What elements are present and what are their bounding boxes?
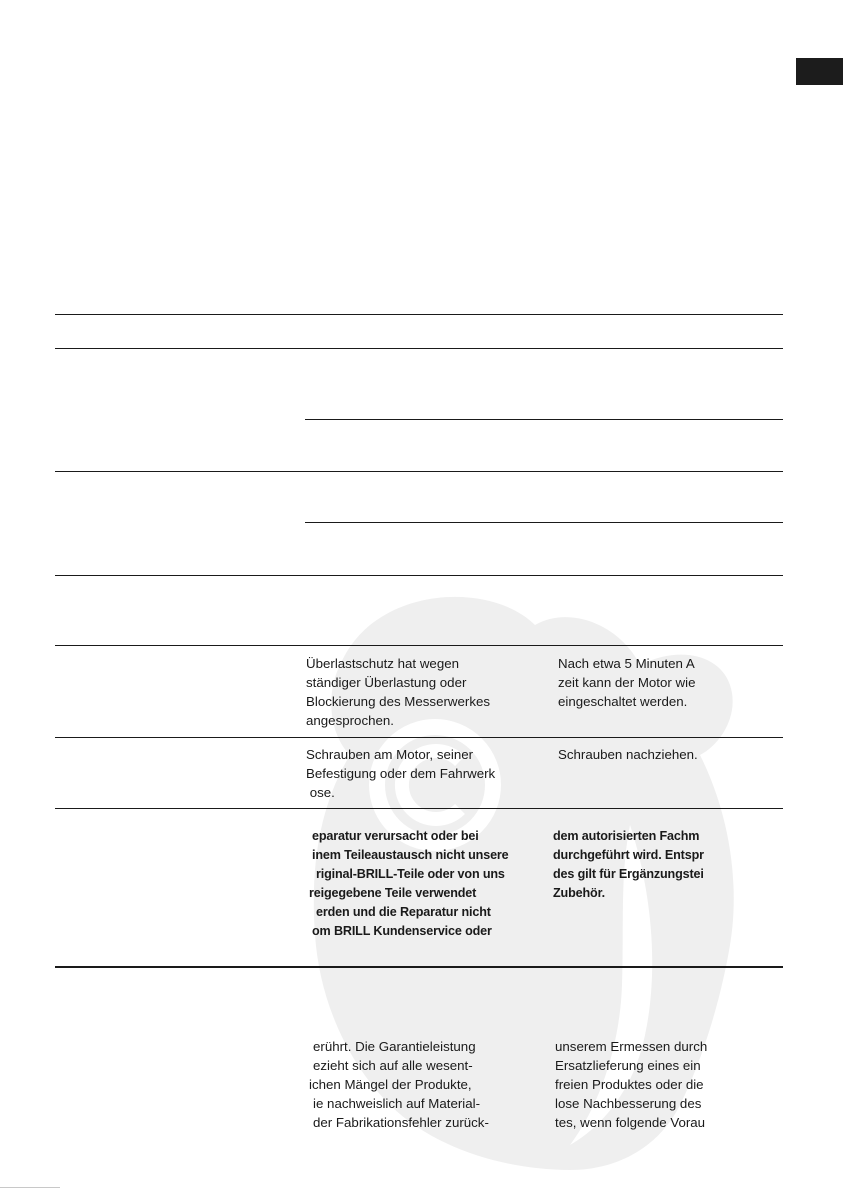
warranty-bold-line: eparatur verursacht oder bei <box>312 829 479 843</box>
cause-line: Befestigung oder dem Fahrwerk <box>306 766 496 781</box>
warranty-line: der Fabrikationsfehler zurück- <box>313 1115 489 1130</box>
warranty-line: tes, wenn folgende Vorau <box>555 1115 706 1130</box>
warranty-line: lose Nachbesserung des <box>555 1096 702 1111</box>
table-rule <box>55 575 783 576</box>
table-rule <box>55 808 783 809</box>
page-edge-mark <box>0 1187 60 1188</box>
table-rule <box>305 522 783 523</box>
warranty-bold-line: erden und die Reparatur nicht <box>316 905 491 919</box>
warranty-bold-line: Zubehör. <box>553 886 605 900</box>
warranty-bold-line: reigegebene Teile verwendet <box>309 886 477 900</box>
warranty-line: Ersatzlieferung eines ein <box>555 1058 701 1073</box>
table-rule <box>305 419 783 420</box>
remedy-line: Nach etwa 5 Minuten A <box>558 656 695 671</box>
warranty-line: freien Produktes oder die <box>555 1077 704 1092</box>
cause-line: angesprochen. <box>306 713 394 728</box>
table-rule <box>55 314 783 315</box>
warranty-bold-line: inem Teileaustausch nicht unsere <box>312 848 509 862</box>
language-tab-marker <box>796 58 843 85</box>
warranty-bold-line: durchgeführt wird. Entspr <box>553 848 704 862</box>
remedy-line: eingeschaltet werden. <box>558 694 688 709</box>
warranty-line: ie nachweislich auf Material- <box>313 1096 481 1111</box>
warranty-line: unserem Ermessen durch <box>555 1039 708 1054</box>
warranty-bold-line: riginal-BRILL-Teile oder von uns <box>316 867 505 881</box>
warranty-line: ichen Mängel der Produkte, <box>309 1077 472 1092</box>
remedy-line: zeit kann der Motor wie <box>558 675 696 690</box>
remedy-line: Schrauben nachziehen. <box>558 747 698 762</box>
warranty-bold-line: om BRILL Kundenservice oder <box>312 924 492 938</box>
cause-line: ose. <box>306 785 335 800</box>
warranty-bold-line: dem autorisierten Fachm <box>553 829 700 843</box>
table-rule <box>55 737 783 738</box>
cause-line: Blockierung des Messerwerkes <box>306 694 491 709</box>
cause-line: ständiger Überlastung oder <box>306 675 467 690</box>
warranty-line: erührt. Die Garantieleistung <box>313 1039 476 1054</box>
cause-line: Überlastschutz hat wegen <box>306 656 459 671</box>
section-rule <box>55 966 783 968</box>
table-rule <box>55 471 783 472</box>
warranty-bold-line: des gilt für Ergänzungstei <box>553 867 704 881</box>
cause-line: Schrauben am Motor, seiner <box>306 747 474 762</box>
table-rule <box>55 645 783 646</box>
table-rule <box>55 348 783 349</box>
warranty-line: ezieht sich auf alle wesent- <box>313 1058 473 1073</box>
